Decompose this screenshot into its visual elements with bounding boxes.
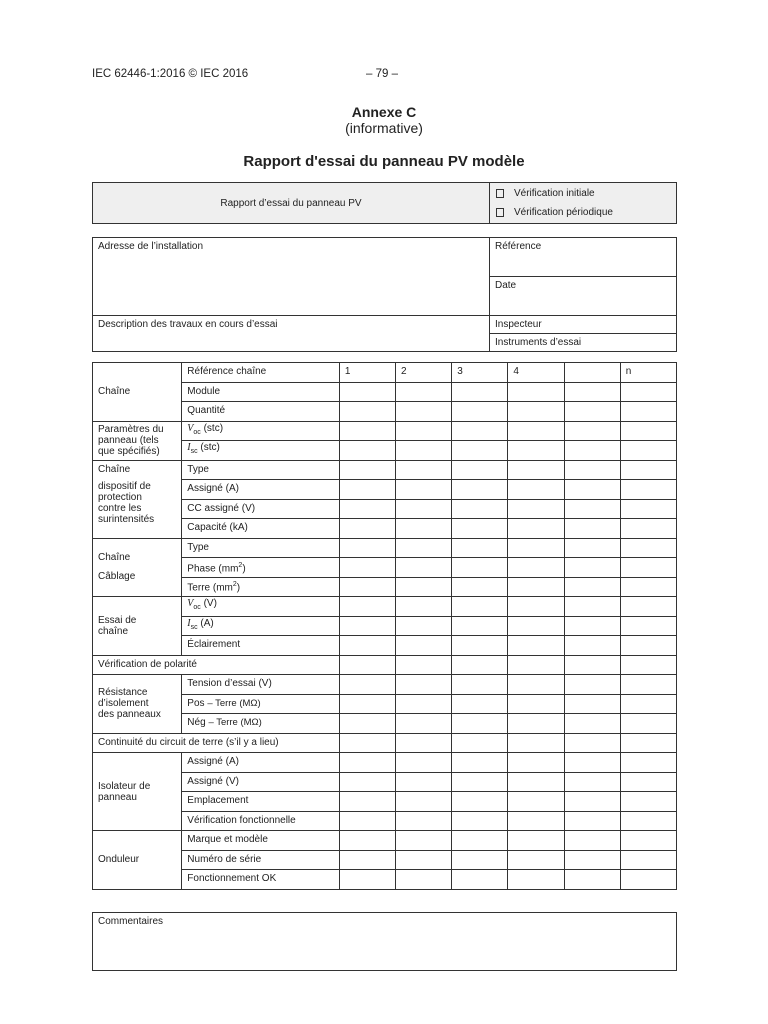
cell[interactable]: [396, 402, 452, 422]
group-test-line2: chaîne: [98, 625, 129, 637]
row-label-serie: Numéro de série: [182, 850, 340, 870]
cell[interactable]: [620, 733, 676, 753]
cell[interactable]: [620, 772, 676, 792]
inspector-label: Inspecteur: [495, 319, 542, 330]
cell[interactable]: [396, 831, 452, 851]
report-type-box: [92, 182, 677, 224]
cell[interactable]: [339, 655, 395, 675]
cell[interactable]: [620, 655, 676, 675]
isc-stc: (stc): [200, 442, 220, 454]
cell[interactable]: [396, 460, 452, 480]
cell[interactable]: [396, 772, 452, 792]
cell[interactable]: [508, 538, 564, 558]
annex-title: Annexe C: [351, 104, 417, 120]
row-label-emplacement: Emplacement: [182, 792, 340, 812]
row-label-module: Module: [182, 382, 340, 402]
cell[interactable]: [452, 753, 508, 773]
row-label-voc-stc: [182, 421, 340, 441]
cell[interactable]: [508, 616, 564, 636]
comments-field[interactable]: [93, 913, 677, 971]
option-periodic[interactable]: [496, 203, 671, 222]
cell[interactable]: [396, 441, 452, 461]
group-params: [93, 421, 182, 460]
cell[interactable]: [620, 811, 676, 831]
cell[interactable]: [508, 675, 564, 695]
row-label-capacite: Capacité (kA): [182, 519, 340, 539]
row-label-phase: [182, 558, 340, 578]
group-cabling-line2: Câblage: [98, 571, 136, 583]
cell[interactable]: [339, 441, 395, 461]
isc-sub: sc: [190, 448, 198, 456]
group-protection-line5: surintensités: [98, 513, 155, 525]
cell[interactable]: [452, 733, 508, 753]
row-label-type: Type: [182, 460, 340, 480]
cell[interactable]: [452, 616, 508, 636]
cell[interactable]: [452, 402, 508, 422]
cell[interactable]: [396, 597, 452, 617]
cell[interactable]: [508, 850, 564, 870]
cell[interactable]: [620, 538, 676, 558]
voc-stc: (stc): [203, 422, 224, 434]
group-insulation-line3: des panneaux: [98, 709, 161, 721]
cell[interactable]: [564, 441, 620, 461]
cell[interactable]: [396, 577, 452, 597]
table-row: [93, 538, 677, 558]
comments-box: [92, 912, 677, 971]
cell[interactable]: [339, 831, 395, 851]
annex-heading: Rapport d'essai du panneau PV modèle: [243, 153, 525, 170]
col-header-3: 3: [452, 363, 508, 383]
instruments-label: Instruments d’essai: [495, 337, 582, 348]
cell[interactable]: [564, 597, 620, 617]
phase-close: ): [242, 562, 246, 574]
cell[interactable]: [339, 499, 395, 519]
cell[interactable]: [452, 382, 508, 402]
row-label-voc-v: [182, 597, 340, 617]
neg-text: Nég: [187, 717, 206, 729]
pos-text: Pos: [187, 697, 205, 709]
option-initial[interactable]: [496, 184, 671, 203]
cell[interactable]: [339, 616, 395, 636]
isc-sub: sc: [190, 623, 198, 631]
cell[interactable]: [508, 402, 564, 422]
address-label: Adresse de l’installation: [98, 241, 204, 252]
row-label-terre: [182, 577, 340, 597]
cell[interactable]: [452, 694, 508, 714]
cell[interactable]: [339, 597, 395, 617]
cell[interactable]: [508, 772, 564, 792]
checkbox-icon[interactable]: [496, 208, 504, 217]
table-row: [93, 675, 677, 695]
cell[interactable]: [564, 831, 620, 851]
table-row: [93, 655, 677, 675]
option-initial-label: Vérification initiale: [514, 188, 595, 199]
group-params-line3: que spécifiés): [98, 446, 160, 457]
cell[interactable]: [396, 636, 452, 656]
col-header-5: [564, 363, 620, 383]
cell[interactable]: [452, 558, 508, 578]
cell[interactable]: [508, 382, 564, 402]
cell[interactable]: [452, 441, 508, 461]
cell[interactable]: [620, 480, 676, 500]
row-label-ref-chaine: Référence chaîne: [182, 363, 340, 383]
cell[interactable]: [452, 714, 508, 734]
col-header-n: n: [620, 363, 676, 383]
group-chaine: Chaîne: [93, 363, 182, 422]
cell[interactable]: [452, 636, 508, 656]
col-header-2: 2: [396, 363, 452, 383]
cell[interactable]: [564, 733, 620, 753]
row-label-iso-assigne-a: Assigné (A): [182, 753, 340, 773]
terre-sup: 2: [232, 581, 237, 589]
row-label-eclairement: Éclairement: [182, 636, 340, 656]
cell[interactable]: [620, 519, 676, 539]
isc-symbol: I: [187, 442, 191, 454]
cell[interactable]: [452, 421, 508, 441]
annex-subtitle: (informative): [345, 120, 423, 136]
cell[interactable]: [339, 714, 395, 734]
table-row: [93, 753, 677, 773]
cell[interactable]: [452, 480, 508, 500]
cell[interactable]: [452, 538, 508, 558]
cell[interactable]: [396, 792, 452, 812]
row-label-cc-assigne: CC assigné (V): [182, 499, 340, 519]
cell[interactable]: [452, 597, 508, 617]
group-insulation: [93, 675, 182, 734]
cell[interactable]: [564, 694, 620, 714]
cell[interactable]: [508, 694, 564, 714]
cell[interactable]: [508, 811, 564, 831]
isc-symbol: I: [187, 617, 191, 629]
cell[interactable]: [339, 772, 395, 792]
row-label-polarity: Vérification de polarité: [93, 655, 340, 675]
pos-terre-unit: – Terre (MΩ): [207, 697, 261, 709]
cell[interactable]: [564, 870, 620, 890]
cell[interactable]: [564, 402, 620, 422]
cell[interactable]: [508, 792, 564, 812]
cell[interactable]: [620, 753, 676, 773]
instruments-field[interactable]: [490, 334, 677, 352]
voc-sub: oc: [193, 604, 201, 612]
group-protection-line1: Chaîne: [98, 463, 131, 475]
cell[interactable]: [452, 460, 508, 480]
cell[interactable]: [339, 519, 395, 539]
cell[interactable]: [339, 538, 395, 558]
checkbox-icon[interactable]: [496, 189, 504, 198]
page-number: – 79 –: [366, 68, 398, 80]
terre-text: Terre (mm: [187, 582, 233, 594]
voc-symbol: V: [187, 598, 194, 610]
row-label-marque: Marque et modèle: [182, 831, 340, 851]
cell[interactable]: [620, 558, 676, 578]
cell[interactable]: [620, 421, 676, 441]
row-label-verif-fonct: Vérification fonctionnelle: [182, 811, 340, 831]
row-label-tension-essai: Tension d’essai (V): [182, 675, 340, 695]
col-header-4: 4: [508, 363, 564, 383]
table-row: [93, 363, 677, 383]
cell[interactable]: [452, 831, 508, 851]
cell[interactable]: [564, 811, 620, 831]
cell[interactable]: [508, 480, 564, 500]
row-label-assigne-a: Assigné (A): [182, 480, 340, 500]
cell[interactable]: [564, 499, 620, 519]
group-params-line2: panneau (tels: [98, 435, 159, 446]
cell[interactable]: [396, 811, 452, 831]
cell[interactable]: [339, 792, 395, 812]
inspector-field[interactable]: [490, 316, 677, 334]
cell[interactable]: [564, 636, 620, 656]
cell[interactable]: [452, 577, 508, 597]
cell[interactable]: [508, 733, 564, 753]
isc-unit: (A): [200, 617, 214, 629]
cell[interactable]: [564, 519, 620, 539]
cell[interactable]: [620, 441, 676, 461]
cell[interactable]: [396, 499, 452, 519]
address-field[interactable]: [93, 238, 490, 316]
group-isolator: [93, 753, 182, 831]
cell[interactable]: [620, 577, 676, 597]
col-header-1: 1: [339, 363, 395, 383]
cell[interactable]: [620, 792, 676, 812]
cell[interactable]: [396, 421, 452, 441]
cell[interactable]: [396, 558, 452, 578]
comments-label: Commentaires: [98, 916, 164, 927]
neg-terre-unit: – Terre (MΩ): [208, 717, 262, 729]
cell[interactable]: [620, 831, 676, 851]
group-isolator-line1: Isolateur de: [98, 780, 151, 792]
cell[interactable]: [620, 460, 676, 480]
cell[interactable]: [396, 382, 452, 402]
cell[interactable]: [339, 850, 395, 870]
cell[interactable]: [396, 694, 452, 714]
table-row: [93, 460, 677, 480]
cell[interactable]: [339, 870, 395, 890]
cell[interactable]: [339, 421, 395, 441]
cell[interactable]: [396, 675, 452, 695]
cell[interactable]: [452, 870, 508, 890]
reference-label: Référence: [495, 241, 542, 252]
group-cabling-line1: Chaîne: [98, 552, 131, 564]
cell[interactable]: [339, 577, 395, 597]
cell[interactable]: [508, 577, 564, 597]
cell[interactable]: [339, 402, 395, 422]
option-periodic-label: Vérification périodique: [514, 207, 613, 218]
cell[interactable]: [508, 753, 564, 773]
group-test-line1: Essai de: [98, 614, 137, 626]
cell[interactable]: [452, 655, 508, 675]
group-insulation-line2: d’isolement: [98, 698, 149, 710]
group-protection-line4: contre les: [98, 502, 142, 514]
group-cabling: [93, 538, 182, 597]
cell[interactable]: [620, 675, 676, 695]
group-test: [93, 597, 182, 656]
cell[interactable]: [452, 772, 508, 792]
voc-sub: oc: [193, 428, 201, 436]
cell[interactable]: [339, 636, 395, 656]
cell[interactable]: [508, 870, 564, 890]
cell[interactable]: [508, 421, 564, 441]
terre-close: ): [236, 582, 241, 594]
cell[interactable]: [564, 421, 620, 441]
cell[interactable]: [396, 870, 452, 890]
row-label-isc-stc: [182, 441, 340, 461]
cell[interactable]: [396, 538, 452, 558]
cell[interactable]: [564, 714, 620, 734]
cell[interactable]: [396, 850, 452, 870]
cell[interactable]: [339, 675, 395, 695]
cell[interactable]: [564, 675, 620, 695]
cell[interactable]: [620, 597, 676, 617]
cell[interactable]: [508, 558, 564, 578]
cell[interactable]: [564, 792, 620, 812]
cell[interactable]: [508, 597, 564, 617]
group-insulation-line1: Résistance: [98, 687, 148, 699]
table-row: [93, 421, 677, 441]
cell[interactable]: [339, 382, 395, 402]
description-field[interactable]: [93, 316, 490, 352]
row-label-pos-terre: [182, 694, 340, 714]
cell[interactable]: [564, 558, 620, 578]
cell[interactable]: [620, 850, 676, 870]
cell[interactable]: [508, 636, 564, 656]
cell[interactable]: [564, 538, 620, 558]
cell[interactable]: [452, 792, 508, 812]
cell[interactable]: [339, 733, 395, 753]
cell[interactable]: [620, 870, 676, 890]
phase-sup: 2: [238, 561, 243, 569]
cell[interactable]: [508, 655, 564, 675]
phase-text: Phase (mm: [187, 562, 239, 574]
cell[interactable]: [620, 402, 676, 422]
cell[interactable]: [564, 382, 620, 402]
cell[interactable]: [620, 694, 676, 714]
cell[interactable]: [396, 753, 452, 773]
cell[interactable]: [564, 772, 620, 792]
table-row: [93, 597, 677, 617]
row-label-isc-a: [182, 616, 340, 636]
cell[interactable]: [564, 460, 620, 480]
cell[interactable]: [396, 655, 452, 675]
cell[interactable]: [339, 480, 395, 500]
cell[interactable]: [452, 499, 508, 519]
cell[interactable]: [564, 655, 620, 675]
cell[interactable]: [564, 850, 620, 870]
cell[interactable]: [620, 636, 676, 656]
table-row: [93, 831, 677, 851]
group-protection-line2: dispositif de: [98, 480, 151, 492]
cell[interactable]: [452, 811, 508, 831]
cell[interactable]: [508, 499, 564, 519]
cell[interactable]: [620, 499, 676, 519]
voc-unit: (V): [203, 598, 217, 610]
date-label: Date: [495, 280, 517, 291]
cell[interactable]: [396, 714, 452, 734]
cell[interactable]: [339, 694, 395, 714]
cell[interactable]: [339, 558, 395, 578]
date-field[interactable]: [490, 277, 677, 316]
reference-field[interactable]: [490, 238, 677, 277]
cell[interactable]: [396, 480, 452, 500]
group-params-line1: Paramètres du: [98, 424, 164, 435]
cell[interactable]: [396, 519, 452, 539]
report-title: Rapport d’essai du panneau PV: [93, 183, 490, 224]
row-label-neg-terre: [182, 714, 340, 734]
cell[interactable]: [452, 675, 508, 695]
group-protection-line3: protection: [98, 491, 142, 503]
report-options: [490, 183, 677, 224]
cell[interactable]: [339, 811, 395, 831]
cell[interactable]: [564, 577, 620, 597]
cell[interactable]: [452, 519, 508, 539]
row-label-cab-type: Type: [182, 538, 340, 558]
test-grid: [92, 362, 677, 890]
row-label-fonctionnement: Fonctionnement OK: [182, 870, 340, 890]
cell[interactable]: [508, 460, 564, 480]
cell[interactable]: [564, 616, 620, 636]
cell[interactable]: [508, 831, 564, 851]
description-label: Description des travaux en cours d’essai: [98, 319, 278, 330]
installation-info: [92, 237, 677, 352]
row-label-iso-assigne-v: Assigné (V): [182, 772, 340, 792]
cell[interactable]: [620, 714, 676, 734]
cell[interactable]: [508, 441, 564, 461]
group-protection: [93, 460, 182, 538]
voc-symbol: V: [187, 422, 194, 434]
cell[interactable]: [452, 850, 508, 870]
cell[interactable]: [339, 753, 395, 773]
cell[interactable]: [396, 733, 452, 753]
standard-reference: IEC 62446-1:2016 © IEC 2016: [92, 68, 249, 80]
cell[interactable]: [396, 616, 452, 636]
group-isolator-line2: panneau: [98, 791, 137, 803]
cell[interactable]: [508, 714, 564, 734]
cell[interactable]: [508, 519, 564, 539]
cell[interactable]: [620, 382, 676, 402]
cell[interactable]: [620, 616, 676, 636]
row-label-ground-continuity: Continuité du circuit de terre (s’il y a lieu): [93, 733, 340, 753]
cell[interactable]: [564, 753, 620, 773]
table-row: [93, 733, 677, 753]
row-label-quantite: Quantité: [182, 402, 340, 422]
cell[interactable]: [564, 480, 620, 500]
cell[interactable]: [339, 460, 395, 480]
group-inverter: Onduleur: [93, 831, 182, 890]
